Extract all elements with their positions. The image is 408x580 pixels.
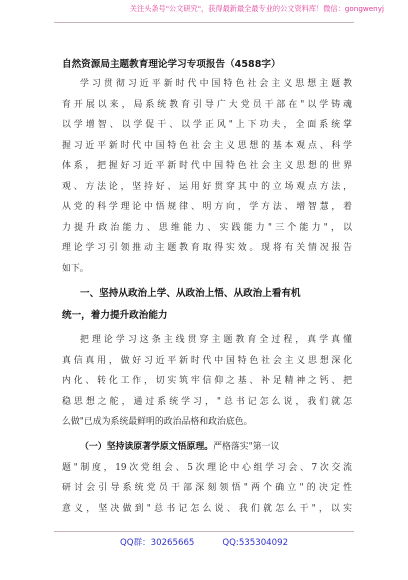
text-line: 如下。 <box>62 263 89 274</box>
text-line: 把理论学习这条主线贯穿主题教育全过程，真学真懂 <box>80 335 352 345</box>
heading-line: 一、坚持从政治上学、从政治上悟、从政治上看有机 <box>80 288 301 299</box>
text-line: 握习近平新时代中国特色社会主义思想的基本观点、科学 <box>62 140 352 151</box>
text-line <box>62 437 352 458</box>
subsection-lead: 严格落实"第一议 <box>213 442 280 452</box>
text-line: 研讨会引导系统党员干部深刻领悟"两个确立"的决定性 <box>62 483 352 493</box>
text-line: 以学增智、以学促干、以学正风"上下功夫，全面系统掌 <box>62 120 352 130</box>
text-line: 真信真用，做好习近平新时代中国特色社会主义思想深化 <box>62 355 352 366</box>
text-line: 稳思想之舵，通过系统学习，"总书记怎么说，我们就怎 <box>62 396 352 407</box>
qq-group: QQ群：30265665 <box>119 538 195 548</box>
text-line: 观、方法论，坚持好、运用好贯穿其中的立场观点方法， <box>62 181 352 192</box>
bottom-divider <box>54 531 354 532</box>
text-line: 学习贯彻习近平新时代中国特色社会主义思想主题教 <box>80 79 352 89</box>
promo-banner: 关注头条号"公文研究"，获得最新最全最专业的公文资料库！微信：gongwenyj <box>129 4 384 13</box>
section-1-paragraph <box>62 330 352 433</box>
text-line: 么做"已成为系统最鲜明的政治品格和政治底色。 <box>62 417 253 427</box>
text-line: 意义，坚决做到"总书记怎么说、我们就怎么干"，以实 <box>62 503 352 514</box>
document-title: 自然资源局主题教育理论学习专项报告（4588字） <box>62 59 281 70</box>
top-divider <box>54 22 354 23</box>
text-line: 育开展以来，局系统教育引导广大党员干部在"以学铸魂 <box>62 99 352 110</box>
section-heading-1 <box>62 283 352 327</box>
subsection-heading: （一）坚持读原著学原文悟原理。 <box>80 442 214 452</box>
footer-contact <box>0 536 408 548</box>
text-line: 体系，把握好习近平新时代中国特色社会主义思想的世界 <box>62 161 352 171</box>
text-line: 理论学习引领推动主题教育取得实效。现将有关情况报告 <box>62 243 352 253</box>
heading-line: 统一，着力提升政治能力 <box>62 310 168 321</box>
text-line: 从党的科学理论中悟规律、明方向，学方法、增智慧，着 <box>62 202 352 212</box>
text-line: 内化、转化工作，切实筑牢信仰之基、补足精神之钙、把 <box>62 376 352 386</box>
subsection-1-paragraph <box>62 437 352 519</box>
qq-number: QQ:535304092 <box>222 538 289 548</box>
text-line: 力提升政治能力、思维能力、实践能力"三个能力"，以 <box>62 222 352 233</box>
intro-paragraph <box>62 74 352 279</box>
text-line: 题"制度，19次党组会、5次理论中心组学习会、7次交流 <box>62 462 352 473</box>
